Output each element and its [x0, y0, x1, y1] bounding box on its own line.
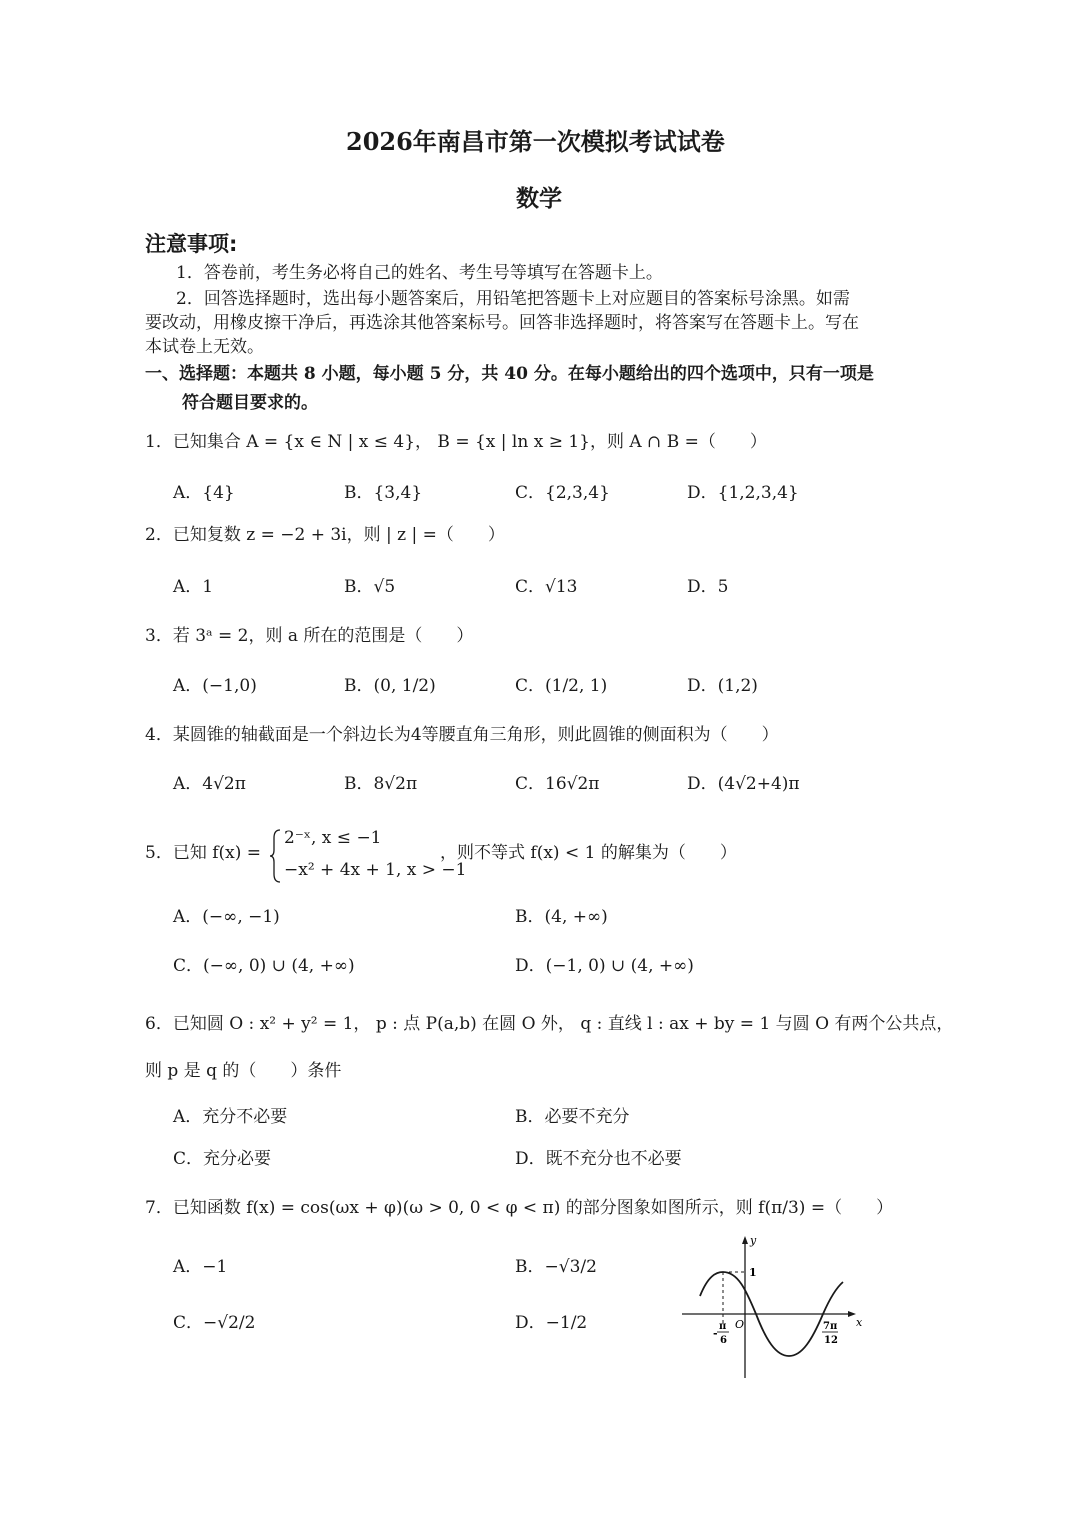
option-a: A．(−∞, −1) [173, 907, 280, 927]
option-c: C．{2,3,4} [515, 483, 610, 503]
x-tick-right-num: 7π [823, 1321, 838, 1332]
option-c: C．充分必要 [173, 1149, 272, 1169]
option-c: C．(1/2, 1) [515, 676, 608, 696]
option-a: A．{4} [173, 483, 235, 503]
y-tick-label: 1 [749, 1266, 757, 1279]
y-axis-label: y [750, 1234, 757, 1247]
x-tick-right-den: 12 [824, 1335, 838, 1346]
question-stem-suffix: ，则不等式 f(x) < 1 的解集为（ ） [440, 843, 737, 863]
option-d: D．−1/2 [515, 1313, 588, 1333]
option-b: B．必要不充分 [515, 1107, 630, 1127]
notice-item: 1．答卷前，考生务必将自己的姓名、考生号等填写在答题卡上。 [176, 263, 663, 283]
question-stem: 2．已知复数 z = −2 + 3i，则 | z | =（ ） [145, 525, 505, 545]
option-d: D．(−1, 0) ∪ (4, +∞) [515, 956, 694, 976]
x-axis-label: x [856, 1316, 863, 1329]
question-stem: 6．已知圆 O : x² + y² = 1， p : 点 P(a,b) 在圆 O 外， q : 直线 l : ax + by = 1 与圆 O 有两个公共点， [145, 1014, 954, 1034]
section-heading: 一、选择题：本题共 8 小题，每小题 5 分，共 40 分。在每小题给出的四个选项中，只有一项是 [145, 364, 874, 384]
question-stem: 5．已知 f(x) = [145, 843, 262, 863]
option-d: D．{1,2,3,4} [687, 483, 799, 503]
option-a: A．−1 [173, 1257, 228, 1277]
exam-subject: 数学 [516, 185, 562, 212]
option-d: D．(1,2) [687, 676, 758, 696]
section-heading-cont: 符合题目要求的。 [182, 393, 318, 413]
question-stem: 1．已知集合 A = {x ∈ N | x ≤ 4}， B = {x | ln x ≥ 1}，则 A ∩ B =（ ） [145, 432, 767, 452]
option-c: C．(−∞, 0) ∪ (4, +∞) [173, 956, 355, 976]
option-c: C．16√2π [515, 774, 600, 794]
x-tick-left-num: π [719, 1321, 727, 1332]
option-b: B．(0, 1/2) [344, 676, 436, 696]
notice-item: 要改动，用橡皮擦干净后，再选涂其他答案标号。回答非选择题时，将答案写在答题卡上。写在 [145, 313, 859, 333]
x-tick-left-den: 6 [720, 1335, 727, 1346]
question-stem: 4．某圆锥的轴截面是一个斜边长为4等腰直角三角形，则此圆锥的侧面积为（ ） [145, 725, 779, 745]
piecewise-brace [270, 828, 282, 884]
option-a: A．4√2π [173, 774, 246, 794]
option-b: B．√5 [344, 577, 396, 597]
piecewise-case-1: 2⁻ˣ, x ≤ −1 [284, 828, 382, 848]
option-d: D．5 [687, 577, 729, 597]
x-tick-left-sign: - [713, 1327, 718, 1340]
notice-item: 本试卷上无效。 [145, 337, 264, 357]
option-b: B．8√2π [344, 774, 418, 794]
y-axis-arrow [742, 1236, 748, 1244]
notice-item: 2．回答选择题时，选出每小题答案后，用铅笔把答题卡上对应题目的答案标号涂黑。如需 [176, 289, 850, 309]
option-a: A．充分不必要 [173, 1107, 288, 1127]
origin-label: O [735, 1318, 745, 1331]
exam-title: 2026年南昌市第一次模拟考试试卷 [346, 127, 725, 156]
option-c: C．−√2/2 [173, 1313, 256, 1333]
notice-heading: 注意事项: [145, 232, 238, 256]
cosine-graph [680, 1232, 870, 1382]
option-d: D．(4√2+4)π [687, 774, 800, 794]
option-b: B．(4, +∞) [515, 907, 608, 927]
question-stem-cont: 则 p 是 q 的（ ）条件 [145, 1061, 342, 1081]
option-b: B．−√3/2 [515, 1257, 597, 1277]
piecewise-case-2: −x² + 4x + 1, x > −1 [284, 860, 467, 880]
option-d: D．既不充分也不必要 [515, 1149, 682, 1169]
option-b: B．{3,4} [344, 483, 423, 503]
option-a: A．1 [173, 577, 214, 597]
option-c: C．√13 [515, 577, 578, 597]
question-stem: 3．若 3ᵃ = 2，则 a 所在的范围是（ ） [145, 626, 474, 646]
x-axis-arrow [848, 1311, 856, 1317]
question-stem: 7．已知函数 f(x) = cos(ωx + φ)(ω > 0, 0 < φ < π) 的部分图象如图所示，则 f(π/3) =（ ） [145, 1198, 894, 1218]
option-a: A．(−1,0) [173, 676, 257, 696]
